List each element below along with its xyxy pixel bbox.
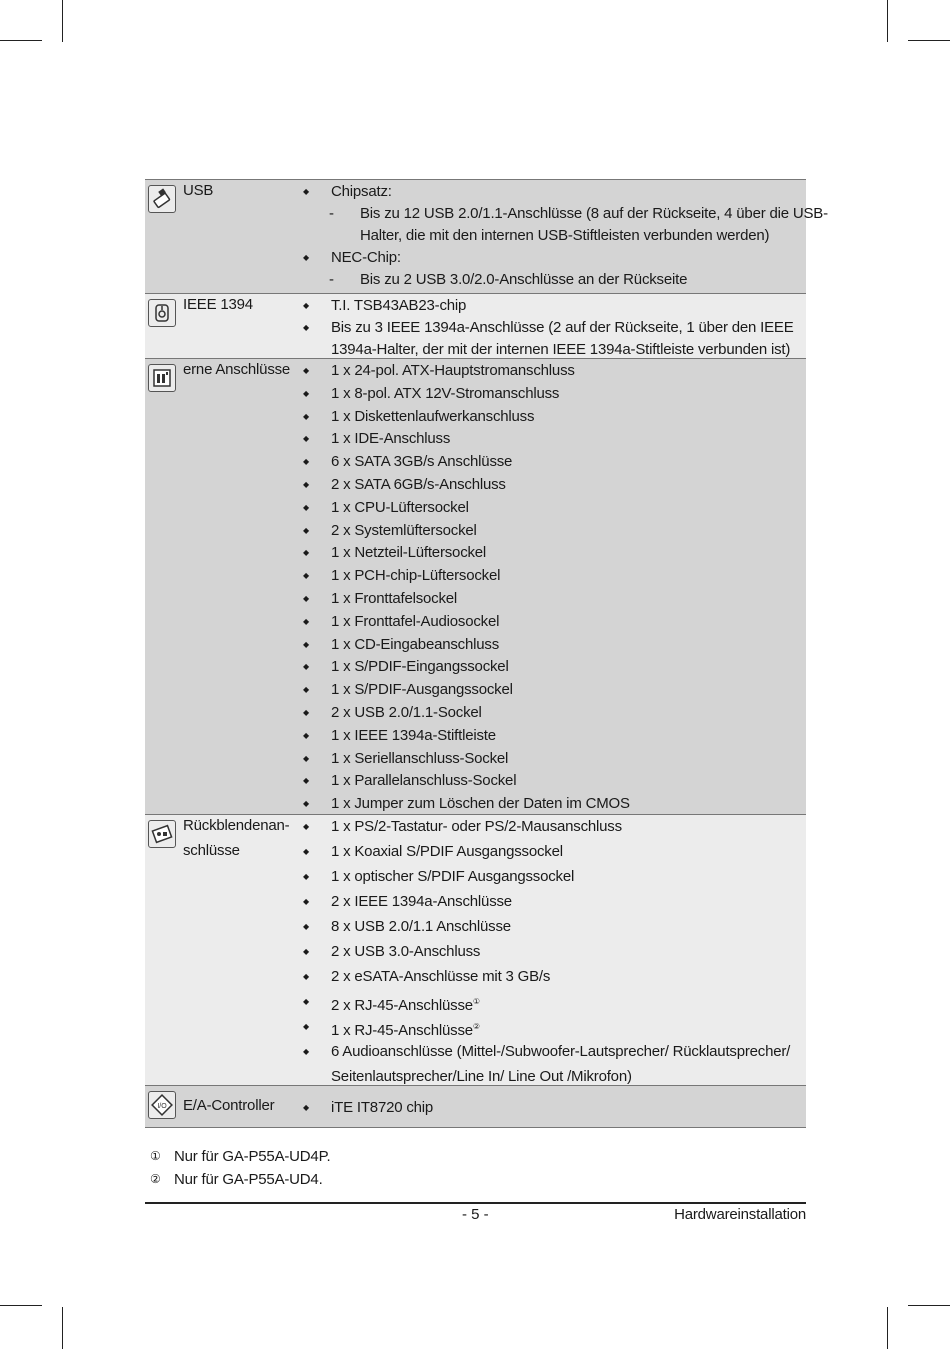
list-item: ◆ 1 x Diskettenlaufwerkanschluss	[145, 405, 806, 428]
list-item: ◆ 6 x SATA 3GB/s Anschlüsse	[145, 450, 806, 473]
crop-mark	[887, 1307, 888, 1349]
bullet-icon: ◆	[303, 639, 310, 649]
spec-section-back-panel	[145, 815, 806, 1086]
list-item: ◆ 2 x eSATA-Anschlüsse mit 3 GB/s	[145, 965, 806, 988]
bullet-icon: ◆	[303, 947, 310, 956]
list-item: ◆ 1 x Parallelanschluss-Sockel	[145, 769, 806, 792]
footnote-mark: ②	[472, 1022, 480, 1031]
list-item: ◆ 1 x S/PDIF-Ausgangssockel	[145, 678, 806, 701]
bullet-icon: ◆	[303, 1022, 310, 1031]
bullet-icon: ◆	[303, 972, 310, 981]
bullet-icon: ◆	[303, 997, 310, 1006]
list-item: ◆ 1 x RJ-45-Anschlüsse②	[145, 1015, 806, 1038]
section-label-continuation: schlüsse	[183, 842, 240, 859]
section-label: IEEE 1394	[183, 296, 253, 313]
bullet-icon: ◆	[303, 323, 310, 332]
list-item: ◆ 2 x IEEE 1394a-Anschlüsse	[145, 890, 806, 913]
bullet-icon: ◆	[303, 457, 310, 467]
bullet-icon: ◆	[303, 480, 310, 489]
spec-section-io-controller	[145, 1086, 806, 1128]
bullet-icon: ◆	[303, 1047, 310, 1056]
list-item: ◆ NEC-Chip:	[145, 246, 806, 269]
bullet-icon: ◆	[303, 753, 310, 763]
bullet-icon: ◆	[303, 366, 310, 375]
bullet-icon: ◆	[303, 594, 310, 603]
list-item: ◆ 1 x Fronttafel-Audiosockel	[145, 610, 806, 633]
crop-mark	[887, 0, 888, 42]
bullet-icon: ◆	[303, 434, 310, 444]
svg-text:I/O: I/O	[157, 1103, 167, 1110]
list-item: ◆ 2 x USB 2.0/1.1-Sockel	[145, 701, 806, 724]
bullet-icon: ◆	[303, 847, 310, 856]
list-item: ◆ 1 x IDE-Anschluss	[145, 427, 806, 450]
list-item-continuation: Seitenlautsprecher/Line In/ Line Out /Mikrofon)	[331, 1068, 632, 1085]
crop-mark	[908, 1305, 950, 1306]
bullet-icon: ◆	[303, 548, 310, 558]
section-label: USB	[183, 182, 214, 199]
list-item: ◆ T.I. TSB43AB23-chip	[145, 294, 806, 317]
spec-section-internal-connectors	[145, 359, 806, 815]
list-item: ◆ 1 x Fronttafelsockel	[145, 587, 806, 610]
list-item: ◆ iTE IT8720 chip	[145, 1096, 806, 1119]
bullet-icon: ◆	[303, 730, 310, 740]
dash-marker: -	[329, 271, 334, 288]
bullet-icon: ◆	[303, 799, 310, 809]
bullet-icon: ◆	[303, 525, 310, 535]
crop-mark	[908, 40, 950, 41]
list-item: ◆ 2 x RJ-45-Anschlüsse①	[145, 990, 806, 1013]
footer-section-title: Hardwareinstallation	[674, 1206, 806, 1223]
section-label: E/A-Controller	[183, 1097, 275, 1114]
bullet-icon: ◆	[303, 822, 310, 831]
bullet-icon: ◆	[303, 388, 310, 398]
list-item: ◆ 1 x Netzteil-Lüftersockel	[145, 541, 806, 564]
list-item: ◆ Chipsatz:	[145, 180, 806, 203]
list-item: - Bis zu 2 USB 3.0/2.0-Anschlüsse an der Rückseite	[145, 268, 806, 291]
footnote-mark: ②	[150, 1172, 161, 1186]
list-item: ◆ 1 x Koaxial S/PDIF Ausgangssockel	[145, 840, 806, 863]
list-item: ◆ 2 x USB 3.0-Anschluss	[145, 940, 806, 963]
bullet-icon: ◆	[303, 685, 310, 695]
bullet-icon: ◆	[303, 616, 310, 626]
bullet-icon: ◆	[303, 776, 310, 786]
crop-mark	[0, 1305, 42, 1306]
list-item: ◆ Bis zu 3 IEEE 1394a-Anschlüsse (2 auf der Rückseite, 1 über den IEEE	[145, 316, 806, 339]
bullet-icon: ◆	[303, 1103, 310, 1112]
list-item: ◆ 1 x Jumper zum Löschen der Daten im CMOS	[145, 792, 806, 815]
list-item: ◆ 1 x 24-pol. ATX-Hauptstromanschluss	[145, 359, 806, 382]
dash-marker: -	[329, 205, 334, 222]
bullet-icon: ◆	[303, 502, 310, 512]
bullet-icon: ◆	[303, 922, 310, 931]
list-item: ◆ 6 Audioanschlüsse (Mittel-/Subwoofer-Lautsprecher/ Rücklautsprecher/	[145, 1040, 806, 1063]
bullet-icon: ◆	[303, 301, 310, 310]
list-item: ◆ 1 x 8-pol. ATX 12V-Stromanschluss	[145, 382, 806, 405]
footnote-mark: ①	[472, 997, 480, 1006]
list-item: ◆ 1 x optischer S/PDIF Ausgangssockel	[145, 865, 806, 888]
bullet-icon: ◆	[303, 411, 310, 421]
list-item-continuation: 1394a-Halter, der mit der internen IEEE 1394a-Stiftleiste verbunden ist)	[331, 341, 791, 358]
list-item: ◆ 1 x Seriellanschluss-Sockel	[145, 747, 806, 770]
bullet-icon: ◆	[303, 187, 310, 196]
page-number: - 5 -	[462, 1206, 489, 1223]
list-item: ◆ 1 x S/PDIF-Eingangssockel	[145, 655, 806, 678]
list-item-continuation: Halter, die mit den internen USB-Stiftleisten verbunden werden)	[360, 227, 770, 244]
crop-mark	[62, 0, 63, 42]
footnote-mark: ①	[150, 1149, 161, 1163]
bullet-icon: ◆	[303, 253, 310, 262]
spec-section-usb	[145, 180, 828, 294]
list-item: ◆ 1 x PS/2-Tastatur- oder PS/2-Mausanschluss	[145, 815, 806, 838]
bullet-icon: ◆	[303, 872, 310, 881]
section-label: erne Anschlüsse	[183, 361, 291, 378]
list-item: ◆ 2 x SATA 6GB/s-Anschluss	[145, 473, 806, 496]
spec-section-ieee1394	[145, 294, 806, 359]
crop-mark	[0, 40, 42, 41]
list-item: ◆ 1 x CD-Eingabeanschluss	[145, 633, 806, 656]
bullet-icon: ◆	[303, 897, 310, 906]
footer-divider	[145, 1202, 806, 1204]
bullet-icon: ◆	[303, 662, 310, 672]
list-item: ◆ 8 x USB 2.0/1.1 Anschlüsse	[145, 915, 806, 938]
list-item: ◆ 2 x Systemlüftersockel	[145, 519, 806, 542]
list-item: - Bis zu 12 USB 2.0/1.1-Anschlüsse (8 auf der Rückseite, 4 über die USB-	[145, 202, 806, 225]
list-item: ◆ 1 x CPU-Lüftersockel	[145, 496, 806, 519]
crop-mark	[62, 1307, 63, 1349]
list-item: ◆ 1 x PCH-chip-Lüftersockel	[145, 564, 806, 587]
specification-table	[145, 179, 828, 1128]
bullet-icon: ◆	[303, 571, 310, 581]
list-item: ◆ 1 x IEEE 1394a-Stiftleiste	[145, 724, 806, 747]
bullet-icon: ◆	[303, 708, 310, 717]
section-label: Rückblendenan-	[183, 817, 290, 834]
